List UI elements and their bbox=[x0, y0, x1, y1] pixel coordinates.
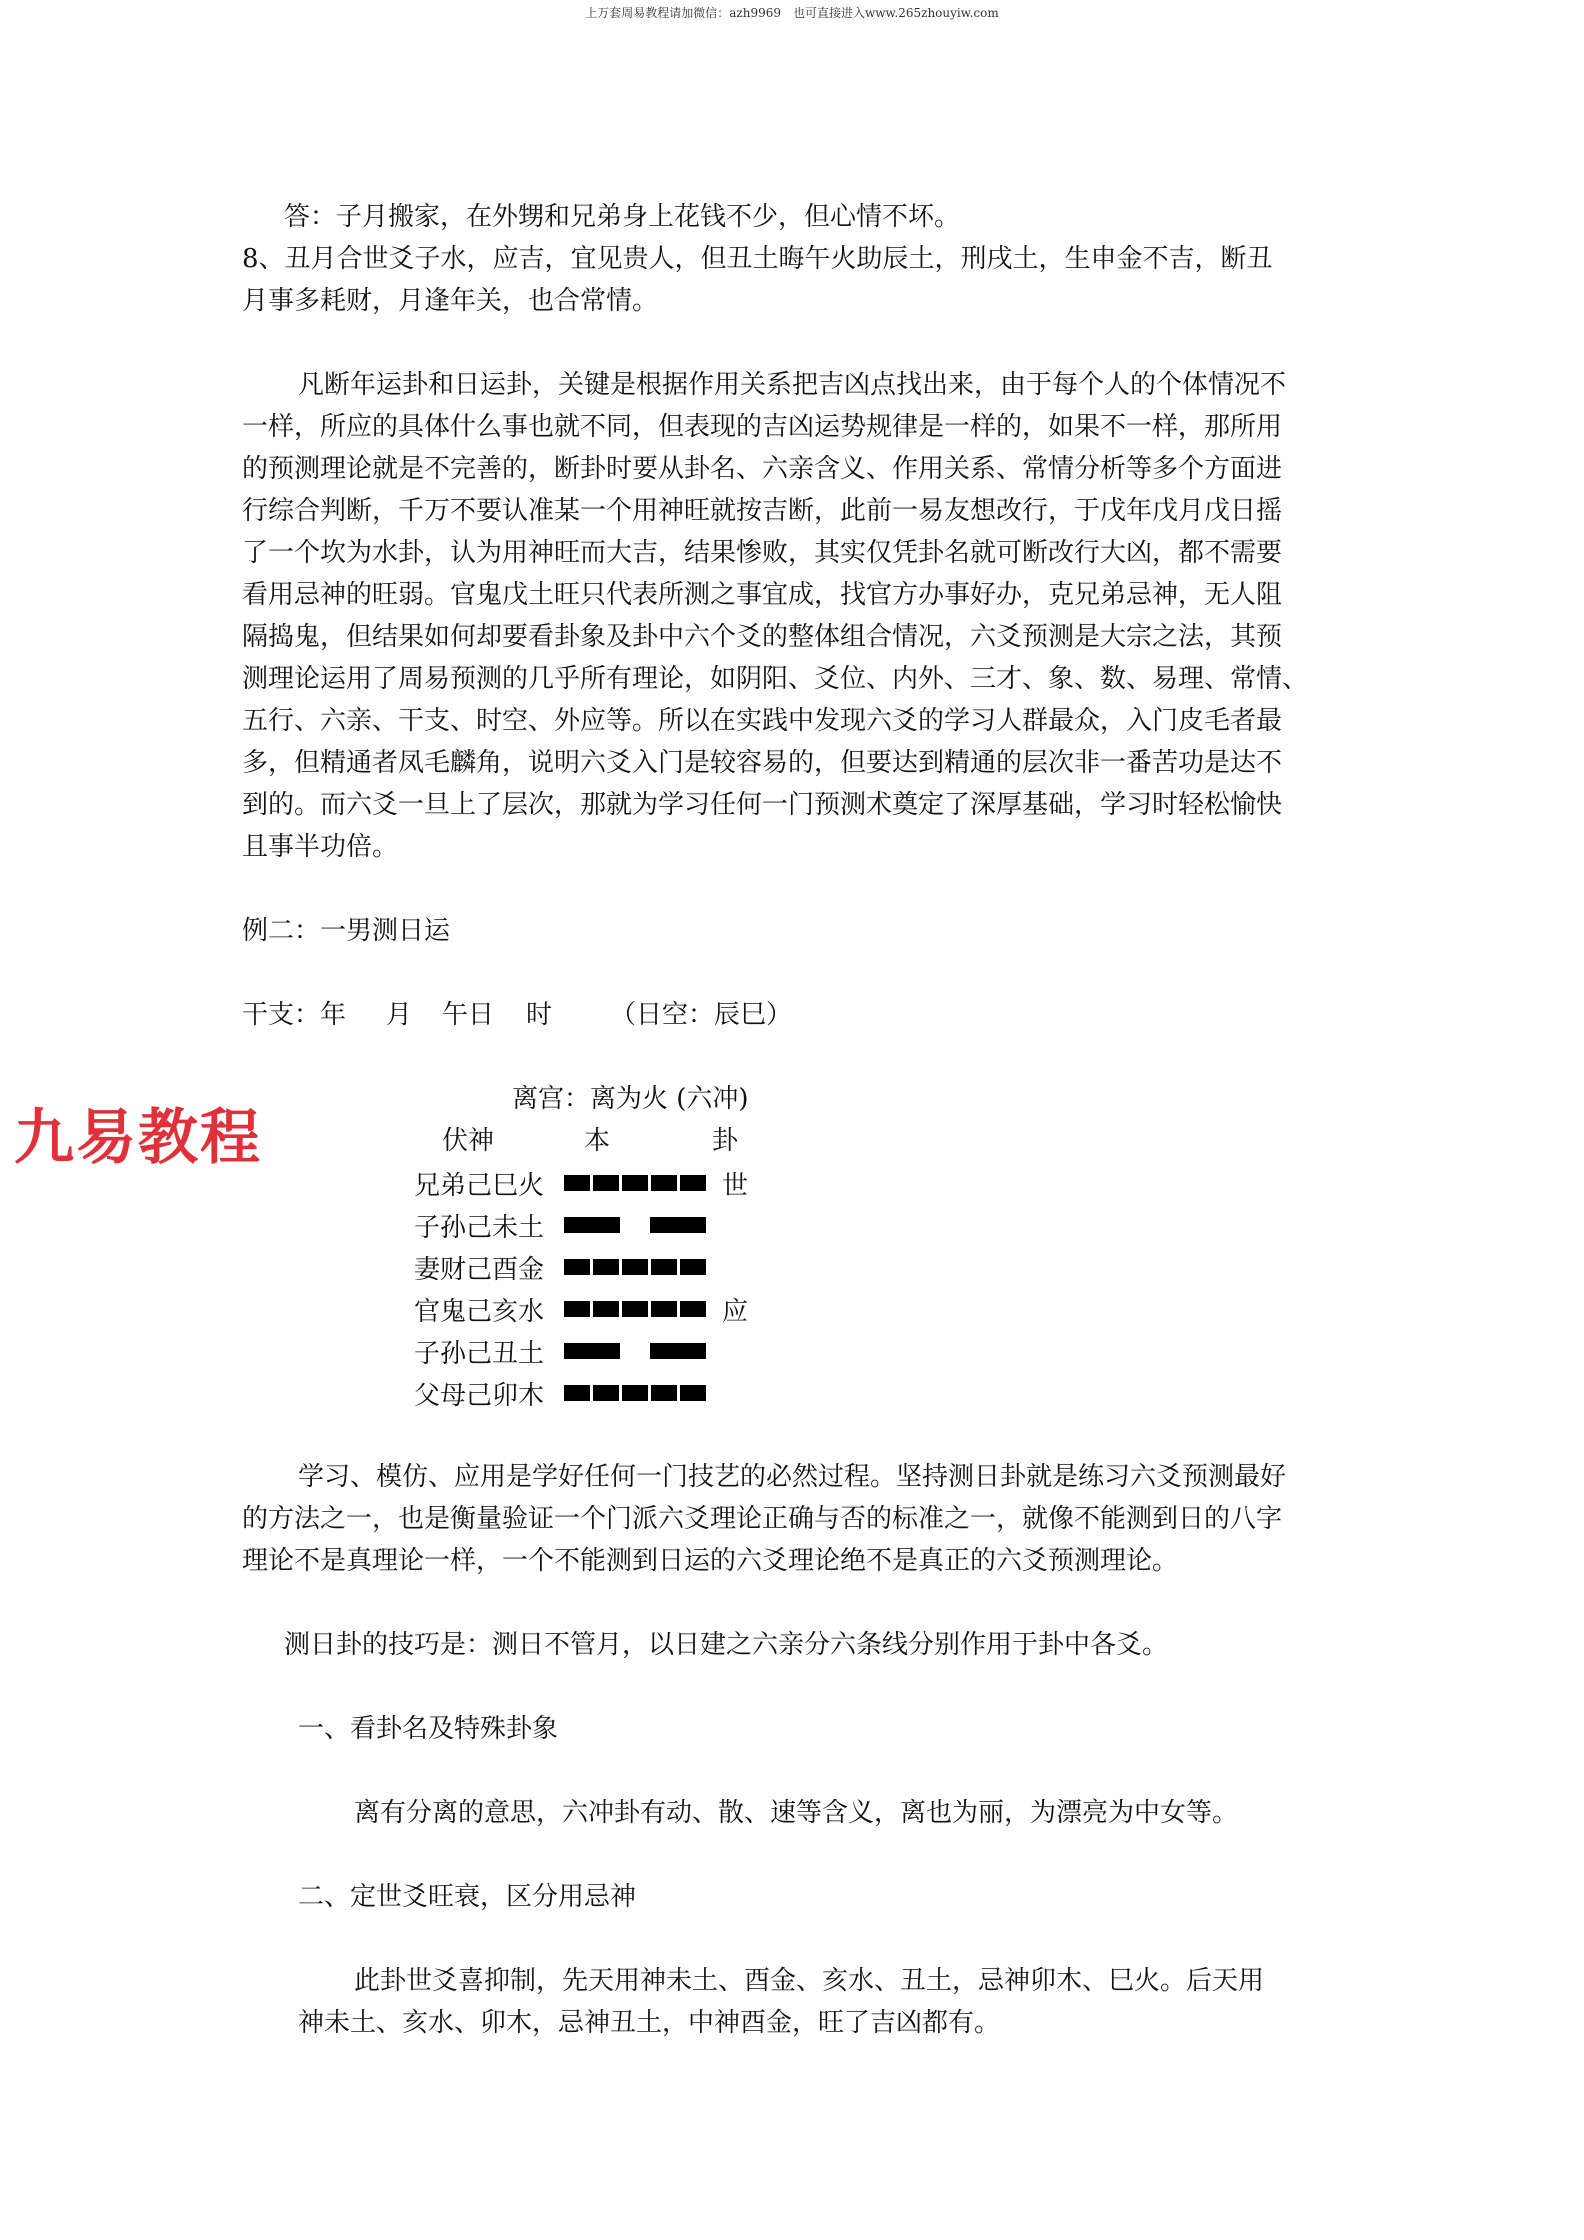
hexagram-line-label: 妻财己酉金 bbox=[414, 1254, 545, 1285]
para3-line-3: 行综合判断，千万不要认准某一个用神旺就按吉断，此前一易友想改行，于戊年戊月戊日摇 bbox=[242, 496, 1283, 526]
para4-line-0: 学习、模仿、应用是学好任何一门技艺的必然过程。坚持测日卦就是练习六爻预测最好 bbox=[298, 1462, 1287, 1492]
hexagram-line-label: 子孙己未土 bbox=[414, 1212, 545, 1243]
hexagram-line-5 bbox=[414, 1204, 722, 1246]
shi-mark: 世 bbox=[722, 1170, 749, 1201]
section2-line-0: 此卦世爻喜抑制，先天用神未土、酉金、亥水、丑土，忌神卯木、巳火。后天用 bbox=[354, 1966, 1265, 1996]
para3-line-5: 看用忌神的旺弱。官鬼戊土旺只代表所测之事宜成，找官方办事好办，克兄弟忌神，无人阻 bbox=[242, 580, 1283, 610]
para3-line-6: 隔捣鬼，但结果如何却要看卦象及卦中六个爻的整体组合情况，六爻预测是大宗之法，其预 bbox=[242, 622, 1283, 652]
hexagram-line-label: 父母己卯木 bbox=[414, 1380, 545, 1411]
hexagram-line-3 bbox=[414, 1288, 748, 1330]
hexagram-palace: 离宫：离为火 (六冲) bbox=[512, 1084, 749, 1114]
para5: 测日卦的技巧是：测日不管月，以日建之六亲分六条线分别作用于卦中各爻。 bbox=[284, 1630, 1169, 1660]
section2-line-1: 神未土、亥水、卯木，忌神丑土，中神酉金，旺了吉凶都有。 bbox=[298, 2008, 1001, 2038]
para3-line-0: 凡断年运卦和日运卦，关键是根据作用关系把吉凶点找出来，由于每个人的个体情况不 bbox=[298, 370, 1287, 400]
section2-title: 二、定世爻旺衰，区分用忌神 bbox=[298, 1882, 637, 1912]
yang-line bbox=[564, 1301, 706, 1317]
ying-mark: 应 bbox=[722, 1296, 749, 1327]
hexagram-line-label: 子孙己丑土 bbox=[414, 1338, 545, 1369]
header-note: 上万套周易教程请加微信：azh9969 也可直接进入www.265zhouyiw.com bbox=[585, 6, 999, 20]
hexagram-line-2 bbox=[414, 1330, 722, 1372]
para3-line-2: 的预测理论就是不完善的，断卦时要从卦名、六亲含义、作用关系、常情分析等多个方面进 bbox=[242, 454, 1283, 484]
hexagram-line-1 bbox=[414, 1372, 722, 1414]
para3-line-7: 测理论运用了周易预测的几乎所有理论，如阴阳、爻位、内外、三才、象、数、易理、常情、 bbox=[242, 664, 1309, 694]
para2-line-1: 月事多耗财，月逢年关，也合常情。 bbox=[242, 286, 659, 316]
ganzhi-day: 午日 bbox=[442, 1000, 495, 1030]
ganzhi-void: （日空：辰巳） bbox=[610, 1000, 793, 1030]
yang-line bbox=[564, 1259, 706, 1275]
para1-line-0: 答：子月搬家，在外甥和兄弟身上花钱不少，但心情不坏。 bbox=[284, 202, 961, 232]
hexagram-line-6 bbox=[414, 1162, 748, 1204]
para4-line-1: 的方法之一，也是衡量验证一个门派六爻理论正确与否的标准之一，就像不能测到日的八字 bbox=[242, 1504, 1283, 1534]
hexagram-col-gua: 卦 bbox=[712, 1126, 739, 1156]
para4-line-2: 理论不是真理论一样，一个不能测到日运的六爻理论绝不是真正的六爻预测理论。 bbox=[242, 1546, 1179, 1576]
ganzhi-hour: 时 bbox=[526, 1000, 553, 1030]
hexagram-line-4 bbox=[414, 1246, 722, 1288]
example-title: 例二：一男测日运 bbox=[242, 916, 451, 946]
para3-line-11: 且事半功倍。 bbox=[242, 832, 399, 862]
yang-line bbox=[564, 1175, 706, 1191]
section1-title: 一、看卦名及特殊卦象 bbox=[298, 1714, 559, 1744]
watermark-logo: 九易教程 bbox=[14, 1103, 262, 1173]
yin-line bbox=[564, 1343, 706, 1359]
para3-line-8: 五行、六亲、干支、时空、外应等。所以在实践中发现六爻的学习人群最众，入门皮毛者最 bbox=[242, 706, 1283, 736]
para3-line-10: 到的。而六爻一旦上了层次，那就为学习任何一门预测术奠定了深厚基础，学习时轻松愉快 bbox=[242, 790, 1283, 820]
hexagram-line-label: 官鬼己亥水 bbox=[414, 1296, 545, 1327]
ganzhi-month: 月 bbox=[386, 1000, 413, 1030]
hexagram-col-ben: 本 bbox=[584, 1126, 611, 1156]
para3-line-4: 了一个坎为水卦，认为用神旺而大吉，结果惨败，其实仅凭卦名就可断改行大凶，都不需要 bbox=[242, 538, 1283, 568]
para3-line-9: 多，但精通者凤毛麟角，说明六爻入门是较容易的，但要达到精通的层次非一番苦功是达不 bbox=[242, 748, 1283, 778]
section1-body: 离有分离的意思，六冲卦有动、散、速等含义，离也为丽，为漂亮为中女等。 bbox=[354, 1798, 1239, 1828]
hexagram-col-fushen: 伏神 bbox=[442, 1126, 495, 1156]
para2-line-0: 8、丑月合世爻子水，应吉，宜见贵人，但丑土晦午火助辰土，刑戌土，生申金不吉，断丑 bbox=[242, 244, 1273, 274]
yang-line bbox=[564, 1385, 706, 1401]
yin-line bbox=[564, 1217, 706, 1233]
ganzhi-label: 干支：年 bbox=[242, 1000, 347, 1030]
hexagram-line-label: 兄弟己巳火 bbox=[414, 1170, 545, 1201]
para3-line-1: 一样，所应的具体什么事也就不同，但表现的吉凶运势规律是一样的，如果不一样，那所用 bbox=[242, 412, 1283, 442]
